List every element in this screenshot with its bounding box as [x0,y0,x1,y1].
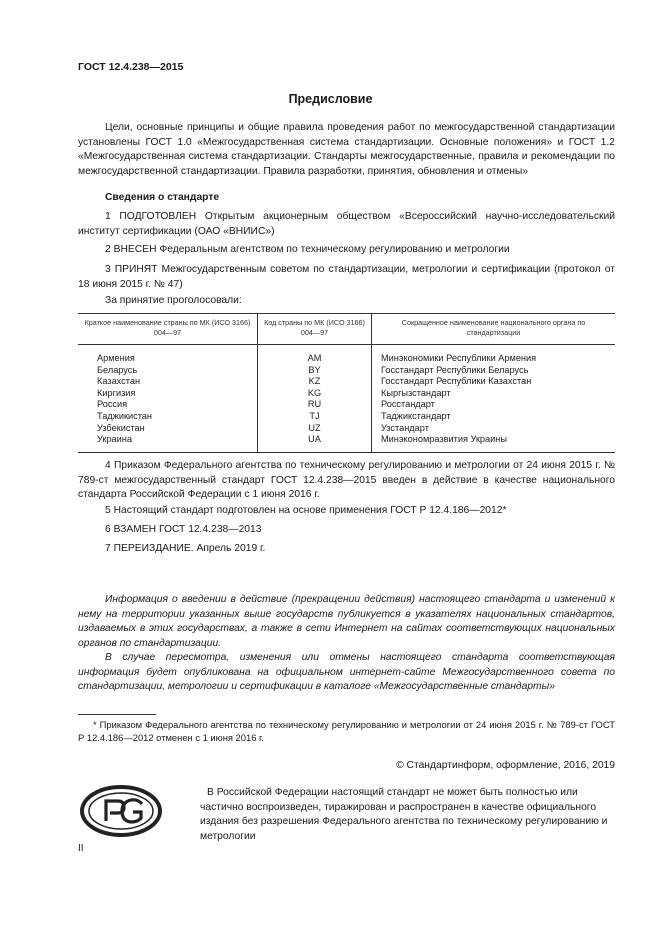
country-name: Беларусь [78,365,258,377]
table-row [78,345,615,365]
country-code: UZ [258,423,372,435]
item-1: 1 ПОДГОТОВЛЕН Открытым акционерным обществом «Всероссийский научно-исследовательский институт сертификации (ОАО «ВНИИС») [78,211,615,237]
table-row [78,434,615,452]
table-header-row [78,314,615,345]
standards-body: Росстандарт [381,399,435,410]
item-5: 5 Настоящий стандарт подготовлен на основе применения ГОСТ Р 12.4.186—2012* [105,505,507,516]
reproduction-notice: В Российской Федерации настоящий стандарт не может быть полностью или частично воспроизведен, тиражирован и распространен в качестве официального издания без разрешения Федерального агентства по техническому регулированию и метрологии [200,787,608,842]
table-row [78,388,615,400]
item-7: 7 ПЕРЕИЗДАНИЕ. Апрель 2019 г. [105,543,266,554]
standards-body: Минэкономики Республики Армения [381,353,537,363]
page-title: Предисловие [288,92,373,106]
item-3: 3 ПРИНЯТ Межгосударственным советом по стандартизации, метрологии и сертификации (протокол от 18 июня 2015 г. № 47) [78,264,615,290]
country-code: KZ [258,376,372,388]
table-header-body: Сокращенное наименование национального органа по стандартизации [372,314,616,345]
voted-label: За принятие проголосовали: [105,295,242,306]
country-code: BY [258,365,372,377]
page-number: II [78,843,84,854]
standards-body: Узстандарт [381,422,429,433]
implementation-notice: Информация о введении в действие (прекращении действия) настоящего стандарта и изменений к нему на территории указанных выше государств публикуется в указателях национальных стандартов, издаваемых в этих государствах, а также в сети Интернет на сайтах соответствующих национальных органов по стандартизации. [78,594,615,649]
country-name: Россия [78,399,258,411]
country-name: Казахстан [78,376,258,388]
table-row [78,423,615,435]
country-code: UA [258,434,372,452]
item-2: 2 ВНЕСЕН Федеральным агентством по техническому регулированию и метрологии [105,244,510,255]
country-name: Киргизия [78,388,258,400]
country-name: Украина [78,434,258,452]
document-header-code: ГОСТ 12.4.238—2015 [78,61,184,73]
footnote-divider [78,714,156,715]
standards-body: Таджикстандарт [381,410,451,421]
country-name: Узбекистан [78,423,258,435]
table-row [78,376,615,388]
table-header-country: Краткое наименование страны по МК (ИСО 3166) 004—97 [78,314,258,345]
voting-countries-table [78,313,615,453]
standards-body: Госстандарт Республики Казахстан [381,376,532,387]
intro-paragraph: Цели, основные принципы и общие правила проведения работ по межгосударственной стандартизации установлены ГОСТ 1.0 «Межгосударственная система стандартизации. Основные положения» и ГОСТ 1.2 «Межгосударственная система стандартизации. Стандарты межгосударственные, правила и рекомендации по межгосударственной стандартизации. Правила разработки, принятия, обновления и отмены» [78,122,615,177]
revision-notice: В случае пересмотра, изменения или отмены настоящего стандарта соответствующая информация будет опубликована на официальном интернет-сайте Межгосударственного совета по стандартизации, метрологии и сертификации в каталоге «Межгосударственные стандарты» [78,652,615,693]
table-row [78,411,615,423]
copyright-line: © Стандартинформ, оформление, 2016, 2019 [396,760,615,771]
country-code: TJ [258,411,372,423]
country-name: Таджикистан [78,411,258,423]
country-name: Армения [78,345,258,365]
standards-body: Кыргызстандарт [381,387,451,398]
table-row [78,365,615,377]
standards-body: Госстандарт Республики Беларусь [381,364,529,375]
country-code: KG [258,388,372,400]
footnote: * Приказом Федерального агентства по техническому регулированию и метрологии от 24 июня 2015 г. № 789-ст ГОСТ Р 12.4.186—2012 отменен с 1 июня 2016 г. [78,719,615,743]
item-4: 4 Приказом Федерального агентства по техническому регулированию и метрологии от 24 июня 2015 г. № 789-ст межгосударственный стандарт ГОСТ 12.4.238—2015 введен в действие в качестве национального стандарта Российской Федерации с 1 июня 2016 г. [78,460,615,501]
table-row [78,399,615,411]
item-6: 6 ВЗАМЕН ГОСТ 12.4.238—2013 [105,524,262,535]
rst-logo-icon [80,785,162,837]
country-code: RU [258,399,372,411]
country-code: AM [258,345,372,365]
standards-body: Минэкономразвития Украины [372,434,616,452]
table-header-code: Код страны по МК (ИСО 3166) 004—97 [258,314,372,345]
info-heading: Сведения о стандарте [105,192,220,203]
